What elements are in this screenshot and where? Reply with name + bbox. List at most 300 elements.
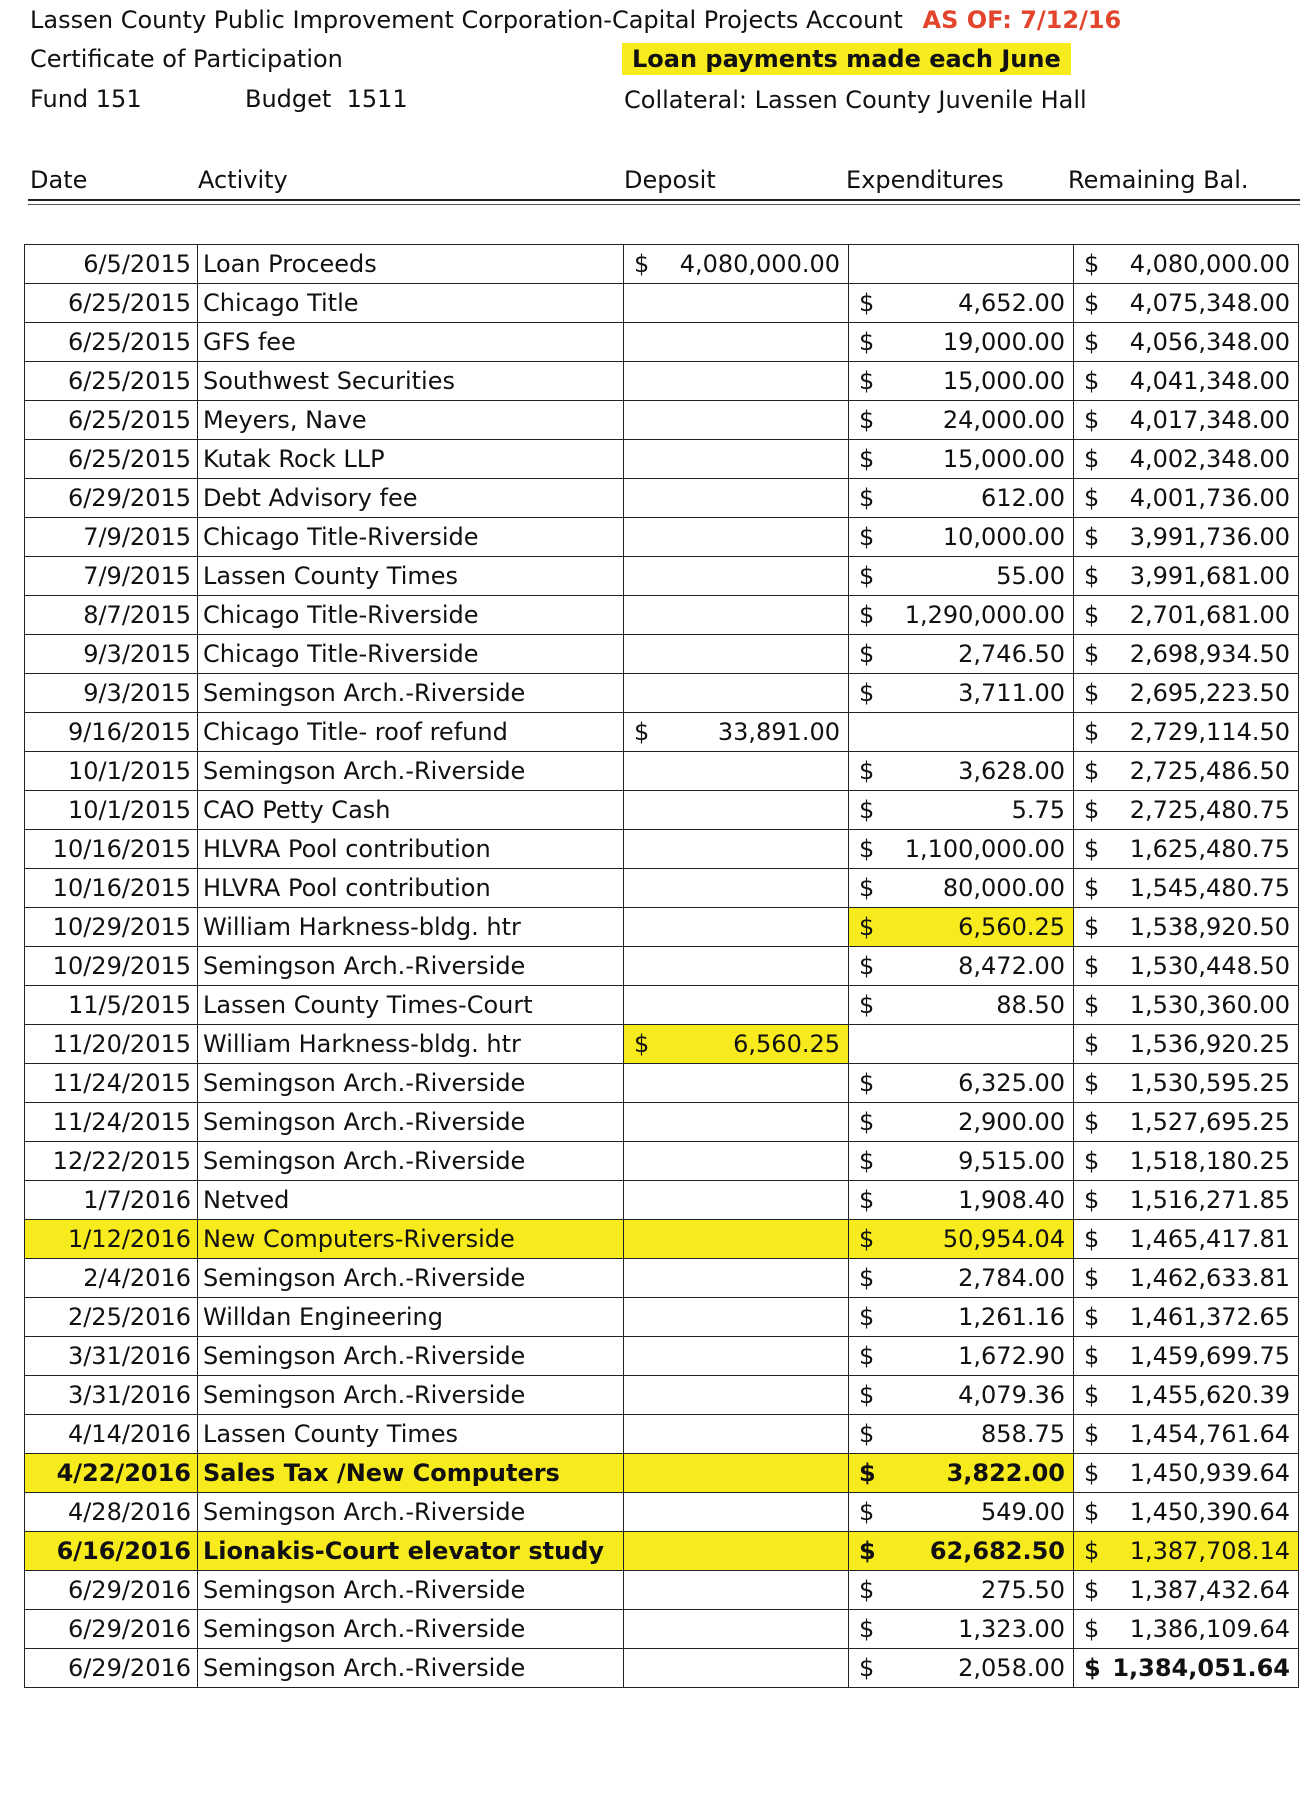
currency-symbol: $ — [1084, 1186, 1100, 1214]
activity-cell: Semingson Arch.-Riverside — [198, 1376, 624, 1415]
activity-cell: New Computers-Riverside — [198, 1220, 624, 1259]
balance-cell — [1074, 362, 1299, 401]
date-cell: 6/25/2015 — [25, 440, 198, 479]
date-cell: 7/9/2015 — [25, 518, 198, 557]
deposit-cell — [624, 869, 849, 908]
currency-symbol: $ — [1084, 640, 1100, 668]
table-row — [25, 440, 1299, 479]
currency-symbol: $ — [859, 406, 875, 434]
deposit-cell — [624, 1454, 849, 1493]
expenditure-cell — [849, 908, 1074, 947]
activity-cell: Debt Advisory fee — [198, 479, 624, 518]
date-cell: 9/16/2015 — [25, 713, 198, 752]
table-row — [25, 713, 1299, 752]
amount-value: 4,079.36 — [958, 1381, 1065, 1409]
activity-cell: Southwest Securities — [198, 362, 624, 401]
activity-cell: Chicago Title — [198, 284, 624, 323]
table-row — [25, 791, 1299, 830]
as-of-date: AS OF: 7/12/16 — [922, 6, 1122, 34]
amount-value: 1,454,761.64 — [1129, 1420, 1290, 1448]
budget-label: Budget 1511 — [245, 85, 408, 113]
expenditure-cell — [849, 674, 1074, 713]
currency-symbol: $ — [1084, 445, 1100, 473]
amount-value: 10,000.00 — [942, 523, 1065, 551]
deposit-cell — [624, 986, 849, 1025]
currency-symbol: $ — [859, 1576, 875, 1604]
ledger-table — [24, 244, 1299, 1688]
balance-cell — [1074, 323, 1299, 362]
title-text: Lassen County Public Improvement Corporation-Capital Projects Account — [30, 6, 903, 34]
currency-symbol: $ — [859, 679, 875, 707]
table-row — [25, 908, 1299, 947]
header-rule-secondary — [28, 204, 1300, 205]
amount-value: 1,323.00 — [958, 1615, 1065, 1643]
amount-value: 2,058.00 — [958, 1654, 1065, 1682]
currency-symbol: $ — [1084, 484, 1100, 512]
activity-cell: Semingson Arch.-Riverside — [198, 1259, 624, 1298]
currency-symbol: $ — [859, 562, 875, 590]
expenditure-cell — [849, 635, 1074, 674]
activity-cell: Loan Proceeds — [198, 245, 624, 284]
col-header-balance: Remaining Bal. — [1068, 166, 1249, 194]
expenditure-cell — [849, 752, 1074, 791]
activity-cell: Chicago Title- roof refund — [198, 713, 624, 752]
date-cell: 6/29/2016 — [25, 1610, 198, 1649]
expenditure-cell — [849, 1337, 1074, 1376]
date-cell: 8/7/2015 — [25, 596, 198, 635]
deposit-cell — [624, 1142, 849, 1181]
currency-symbol: $ — [1084, 1576, 1100, 1604]
date-cell: 6/25/2015 — [25, 323, 198, 362]
date-cell: 4/14/2016 — [25, 1415, 198, 1454]
collateral-label: Collateral: Lassen County Juvenile Hall — [624, 86, 1087, 114]
date-cell: 10/29/2015 — [25, 908, 198, 947]
date-cell: 10/29/2015 — [25, 947, 198, 986]
date-cell: 11/24/2015 — [25, 1064, 198, 1103]
currency-symbol: $ — [1084, 1615, 1100, 1643]
table-row — [25, 1649, 1299, 1688]
date-cell: 6/29/2016 — [25, 1571, 198, 1610]
deposit-cell — [624, 1298, 849, 1337]
amount-value: 1,387,432.64 — [1129, 1576, 1290, 1604]
deposit-cell — [624, 245, 849, 284]
table-row — [25, 1142, 1299, 1181]
currency-symbol: $ — [859, 1420, 875, 1448]
date-cell: 10/16/2015 — [25, 869, 198, 908]
amount-value: 4,080,000.00 — [1129, 250, 1290, 278]
balance-cell — [1074, 1103, 1299, 1142]
date-cell: 9/3/2015 — [25, 674, 198, 713]
date-cell: 6/16/2016 — [25, 1532, 198, 1571]
expenditure-cell — [849, 1220, 1074, 1259]
currency-symbol: $ — [859, 601, 875, 629]
deposit-cell — [624, 401, 849, 440]
date-cell: 3/31/2016 — [25, 1337, 198, 1376]
table-row — [25, 986, 1299, 1025]
activity-cell: Semingson Arch.-Riverside — [198, 1649, 624, 1688]
date-cell: 9/3/2015 — [25, 635, 198, 674]
col-header-activity: Activity — [198, 166, 288, 194]
balance-cell — [1074, 596, 1299, 635]
table-row — [25, 1103, 1299, 1142]
amount-value: 4,080,000.00 — [679, 250, 840, 278]
amount-value: 612.00 — [981, 484, 1065, 512]
amount-value: 5.75 — [1011, 796, 1065, 824]
deposit-cell — [624, 362, 849, 401]
currency-symbol: $ — [859, 1654, 875, 1682]
activity-cell: Lassen County Times — [198, 1415, 624, 1454]
expenditure-cell — [849, 1415, 1074, 1454]
amount-value: 2,695,223.50 — [1129, 679, 1290, 707]
currency-symbol: $ — [1084, 1381, 1100, 1409]
expenditure-cell — [849, 596, 1074, 635]
amount-value: 3,991,681.00 — [1129, 562, 1290, 590]
table-row — [25, 869, 1299, 908]
amount-value: 1,530,360.00 — [1129, 991, 1290, 1019]
amount-value: 9,515.00 — [958, 1147, 1065, 1175]
currency-symbol: $ — [1084, 328, 1100, 356]
date-cell: 10/1/2015 — [25, 791, 198, 830]
amount-value: 1,387,708.14 — [1129, 1537, 1290, 1565]
expenditure-cell — [849, 1025, 1074, 1064]
balance-cell — [1074, 986, 1299, 1025]
activity-cell: GFS fee — [198, 323, 624, 362]
date-cell: 4/22/2016 — [25, 1454, 198, 1493]
table-row — [25, 401, 1299, 440]
table-row — [25, 830, 1299, 869]
deposit-cell — [624, 1181, 849, 1220]
activity-cell: HLVRA Pool contribution — [198, 869, 624, 908]
expenditure-cell — [849, 518, 1074, 557]
deposit-cell — [624, 1571, 849, 1610]
table-row — [25, 596, 1299, 635]
date-cell: 4/28/2016 — [25, 1493, 198, 1532]
activity-cell: Kutak Rock LLP — [198, 440, 624, 479]
table-row — [25, 323, 1299, 362]
currency-symbol: $ — [859, 1498, 875, 1526]
expenditure-cell — [849, 1649, 1074, 1688]
amount-value: 6,560.25 — [958, 913, 1065, 941]
amount-value: 2,746.50 — [958, 640, 1065, 668]
currency-symbol: $ — [1084, 991, 1100, 1019]
currency-symbol: $ — [1084, 1537, 1100, 1565]
amount-value: 1,100,000.00 — [904, 835, 1065, 863]
amount-value: 19,000.00 — [942, 328, 1065, 356]
balance-cell — [1074, 869, 1299, 908]
activity-cell: Netved — [198, 1181, 624, 1220]
balance-cell — [1074, 1571, 1299, 1610]
deposit-cell — [624, 635, 849, 674]
balance-cell — [1074, 440, 1299, 479]
expenditure-cell — [849, 284, 1074, 323]
expenditure-cell — [849, 362, 1074, 401]
activity-cell: Chicago Title-Riverside — [198, 518, 624, 557]
table-row — [25, 635, 1299, 674]
amount-value: 6,325.00 — [958, 1069, 1065, 1097]
amount-value: 549.00 — [981, 1498, 1065, 1526]
currency-symbol: $ — [1084, 796, 1100, 824]
amount-value: 4,075,348.00 — [1129, 289, 1290, 317]
expenditure-cell — [849, 1142, 1074, 1181]
amount-value: 3,991,736.00 — [1129, 523, 1290, 551]
expenditure-cell — [849, 1376, 1074, 1415]
currency-symbol: $ — [859, 1615, 875, 1643]
deposit-cell — [624, 1259, 849, 1298]
balance-cell — [1074, 1298, 1299, 1337]
col-header-deposit: Deposit — [624, 166, 716, 194]
expenditure-cell — [849, 986, 1074, 1025]
date-cell: 3/31/2016 — [25, 1376, 198, 1415]
balance-cell — [1074, 713, 1299, 752]
amount-value: 3,711.00 — [958, 679, 1065, 707]
deposit-cell — [624, 1415, 849, 1454]
currency-symbol: $ — [859, 289, 875, 317]
expenditure-cell — [849, 947, 1074, 986]
currency-symbol: $ — [859, 640, 875, 668]
amount-value: 4,041,348.00 — [1129, 367, 1290, 395]
currency-symbol: $ — [859, 796, 875, 824]
currency-symbol: $ — [859, 1264, 875, 1292]
currency-symbol: $ — [859, 1459, 876, 1487]
amount-value: 1,518,180.25 — [1129, 1147, 1290, 1175]
amount-value: 6,560.25 — [733, 1030, 840, 1058]
amount-value: 2,900.00 — [958, 1108, 1065, 1136]
deposit-cell — [624, 713, 849, 752]
amount-value: 88.50 — [996, 991, 1065, 1019]
balance-cell — [1074, 1220, 1299, 1259]
date-cell: 12/22/2015 — [25, 1142, 198, 1181]
balance-cell — [1074, 245, 1299, 284]
table-row — [25, 1454, 1299, 1493]
balance-cell — [1074, 1181, 1299, 1220]
deposit-cell — [624, 908, 849, 947]
balance-cell — [1074, 908, 1299, 947]
amount-value: 2,698,934.50 — [1129, 640, 1290, 668]
balance-cell — [1074, 674, 1299, 713]
deposit-cell — [624, 791, 849, 830]
expenditure-cell — [849, 791, 1074, 830]
date-cell: 6/25/2015 — [25, 362, 198, 401]
currency-symbol: $ — [859, 1069, 875, 1097]
activity-cell: William Harkness-bldg. htr — [198, 908, 624, 947]
deposit-cell — [624, 1493, 849, 1532]
table-row — [25, 1298, 1299, 1337]
expenditure-cell — [849, 1103, 1074, 1142]
currency-symbol: $ — [1084, 874, 1100, 902]
amount-value: 4,002,348.00 — [1129, 445, 1290, 473]
header-rule — [28, 199, 1300, 201]
amount-value: 3,822.00 — [946, 1459, 1065, 1487]
balance-cell — [1074, 1376, 1299, 1415]
amount-value: 15,000.00 — [942, 445, 1065, 473]
amount-value: 80,000.00 — [942, 874, 1065, 902]
expenditure-cell — [849, 1454, 1074, 1493]
currency-symbol: $ — [1084, 406, 1100, 434]
activity-cell: Willdan Engineering — [198, 1298, 624, 1337]
amount-value: 24,000.00 — [942, 406, 1065, 434]
balance-cell — [1074, 557, 1299, 596]
loan-note-text: Loan payments made each June — [622, 43, 1071, 75]
currency-symbol: $ — [859, 991, 875, 1019]
table-row — [25, 1610, 1299, 1649]
date-cell: 2/4/2016 — [25, 1259, 198, 1298]
expenditure-cell — [849, 1610, 1074, 1649]
date-cell: 6/25/2015 — [25, 401, 198, 440]
expenditure-cell — [849, 1181, 1074, 1220]
date-cell: 10/16/2015 — [25, 830, 198, 869]
amount-value: 1,625,480.75 — [1129, 835, 1290, 863]
table-row — [25, 674, 1299, 713]
date-cell: 11/24/2015 — [25, 1103, 198, 1142]
date-cell: 11/20/2015 — [25, 1025, 198, 1064]
balance-cell — [1074, 1025, 1299, 1064]
currency-symbol: $ — [859, 445, 875, 473]
expenditure-cell — [849, 1259, 1074, 1298]
currency-symbol: $ — [634, 718, 650, 746]
balance-cell — [1074, 1415, 1299, 1454]
activity-cell: Semingson Arch.-Riverside — [198, 752, 624, 791]
currency-symbol: $ — [859, 484, 875, 512]
deposit-cell — [624, 557, 849, 596]
report-title — [30, 6, 1121, 34]
activity-cell: Semingson Arch.-Riverside — [198, 1064, 624, 1103]
deposit-cell — [624, 1025, 849, 1064]
currency-symbol: $ — [1084, 250, 1100, 278]
currency-symbol: $ — [859, 367, 875, 395]
table-row — [25, 1493, 1299, 1532]
amount-value: 1,527,695.25 — [1129, 1108, 1290, 1136]
currency-symbol: $ — [1084, 952, 1100, 980]
amount-value: 1,545,480.75 — [1129, 874, 1290, 902]
amount-value: 4,056,348.00 — [1129, 328, 1290, 356]
col-header-expenditures: Expenditures — [846, 166, 1004, 194]
activity-cell: Chicago Title-Riverside — [198, 596, 624, 635]
amount-value: 15,000.00 — [942, 367, 1065, 395]
deposit-cell — [624, 1649, 849, 1688]
amount-value: 1,290,000.00 — [904, 601, 1065, 629]
activity-cell: Semingson Arch.-Riverside — [198, 1103, 624, 1142]
activity-cell: CAO Petty Cash — [198, 791, 624, 830]
amount-value: 33,891.00 — [717, 718, 840, 746]
table-row — [25, 947, 1299, 986]
subtitle: Certificate of Participation — [30, 45, 343, 73]
amount-value: 1,530,448.50 — [1129, 952, 1290, 980]
amount-value: 858.75 — [981, 1420, 1065, 1448]
currency-symbol: $ — [1084, 523, 1100, 551]
currency-symbol: $ — [1084, 601, 1100, 629]
activity-cell: Semingson Arch.-Riverside — [198, 1337, 624, 1376]
currency-symbol: $ — [1084, 1303, 1100, 1331]
balance-cell — [1074, 1064, 1299, 1103]
currency-symbol: $ — [859, 1537, 876, 1565]
expenditure-cell — [849, 1493, 1074, 1532]
currency-symbol: $ — [859, 1381, 875, 1409]
date-cell: 11/5/2015 — [25, 986, 198, 1025]
expenditure-cell — [849, 1532, 1074, 1571]
deposit-cell — [624, 596, 849, 635]
amount-value: 55.00 — [996, 562, 1065, 590]
currency-symbol: $ — [1084, 1654, 1101, 1682]
ledger-body — [25, 245, 1299, 1688]
deposit-cell — [624, 1532, 849, 1571]
currency-symbol: $ — [859, 952, 875, 980]
balance-cell — [1074, 635, 1299, 674]
activity-cell: Semingson Arch.-Riverside — [198, 1493, 624, 1532]
activity-cell: Semingson Arch.-Riverside — [198, 947, 624, 986]
deposit-cell — [624, 479, 849, 518]
activity-cell: Meyers, Nave — [198, 401, 624, 440]
amount-value: 1,462,633.81 — [1129, 1264, 1290, 1292]
balance-cell — [1074, 830, 1299, 869]
currency-symbol: $ — [1084, 1069, 1100, 1097]
balance-cell — [1074, 791, 1299, 830]
amount-value: 1,530,595.25 — [1129, 1069, 1290, 1097]
expenditure-cell — [849, 323, 1074, 362]
currency-symbol: $ — [1084, 562, 1100, 590]
expenditure-cell — [849, 479, 1074, 518]
amount-value: 1,459,699.75 — [1129, 1342, 1290, 1370]
date-cell: 6/25/2015 — [25, 284, 198, 323]
expenditure-cell — [849, 1064, 1074, 1103]
currency-symbol: $ — [1084, 1342, 1100, 1370]
deposit-cell — [624, 1610, 849, 1649]
expenditure-cell — [849, 245, 1074, 284]
activity-cell: Semingson Arch.-Riverside — [198, 674, 624, 713]
date-cell: 6/29/2016 — [25, 1649, 198, 1688]
table-row — [25, 284, 1299, 323]
currency-symbol: $ — [859, 1108, 875, 1136]
amount-value: 275.50 — [981, 1576, 1065, 1604]
currency-symbol: $ — [1084, 1225, 1100, 1253]
amount-value: 1,465,417.81 — [1129, 1225, 1290, 1253]
amount-value: 62,682.50 — [929, 1537, 1065, 1565]
expenditure-cell — [849, 440, 1074, 479]
expenditure-cell — [849, 830, 1074, 869]
table-row — [25, 245, 1299, 284]
currency-symbol: $ — [1084, 1108, 1100, 1136]
date-cell: 1/7/2016 — [25, 1181, 198, 1220]
table-row — [25, 1532, 1299, 1571]
deposit-cell — [624, 674, 849, 713]
table-row — [25, 1376, 1299, 1415]
activity-cell: Lassen County Times-Court — [198, 986, 624, 1025]
balance-cell — [1074, 1649, 1299, 1688]
activity-cell: Sales Tax /New Computers — [198, 1454, 624, 1493]
amount-value: 2,725,486.50 — [1129, 757, 1290, 785]
amount-value: 1,908.40 — [958, 1186, 1065, 1214]
date-cell: 2/25/2016 — [25, 1298, 198, 1337]
amount-value: 4,652.00 — [958, 289, 1065, 317]
col-header-date: Date — [30, 166, 88, 194]
deposit-cell — [624, 518, 849, 557]
amount-value: 1,384,051.64 — [1112, 1654, 1290, 1682]
balance-cell — [1074, 1454, 1299, 1493]
balance-cell — [1074, 1610, 1299, 1649]
expenditure-cell — [849, 869, 1074, 908]
table-row — [25, 752, 1299, 791]
currency-symbol: $ — [1084, 679, 1100, 707]
amount-value: 4,017,348.00 — [1129, 406, 1290, 434]
amount-value: 50,954.04 — [942, 1225, 1065, 1253]
deposit-cell — [624, 1376, 849, 1415]
date-cell: 1/12/2016 — [25, 1220, 198, 1259]
balance-cell — [1074, 752, 1299, 791]
currency-symbol: $ — [1084, 835, 1100, 863]
currency-symbol: $ — [859, 328, 875, 356]
amount-value: 1,450,939.64 — [1129, 1459, 1290, 1487]
currency-symbol: $ — [1084, 1264, 1100, 1292]
currency-symbol: $ — [859, 1225, 875, 1253]
